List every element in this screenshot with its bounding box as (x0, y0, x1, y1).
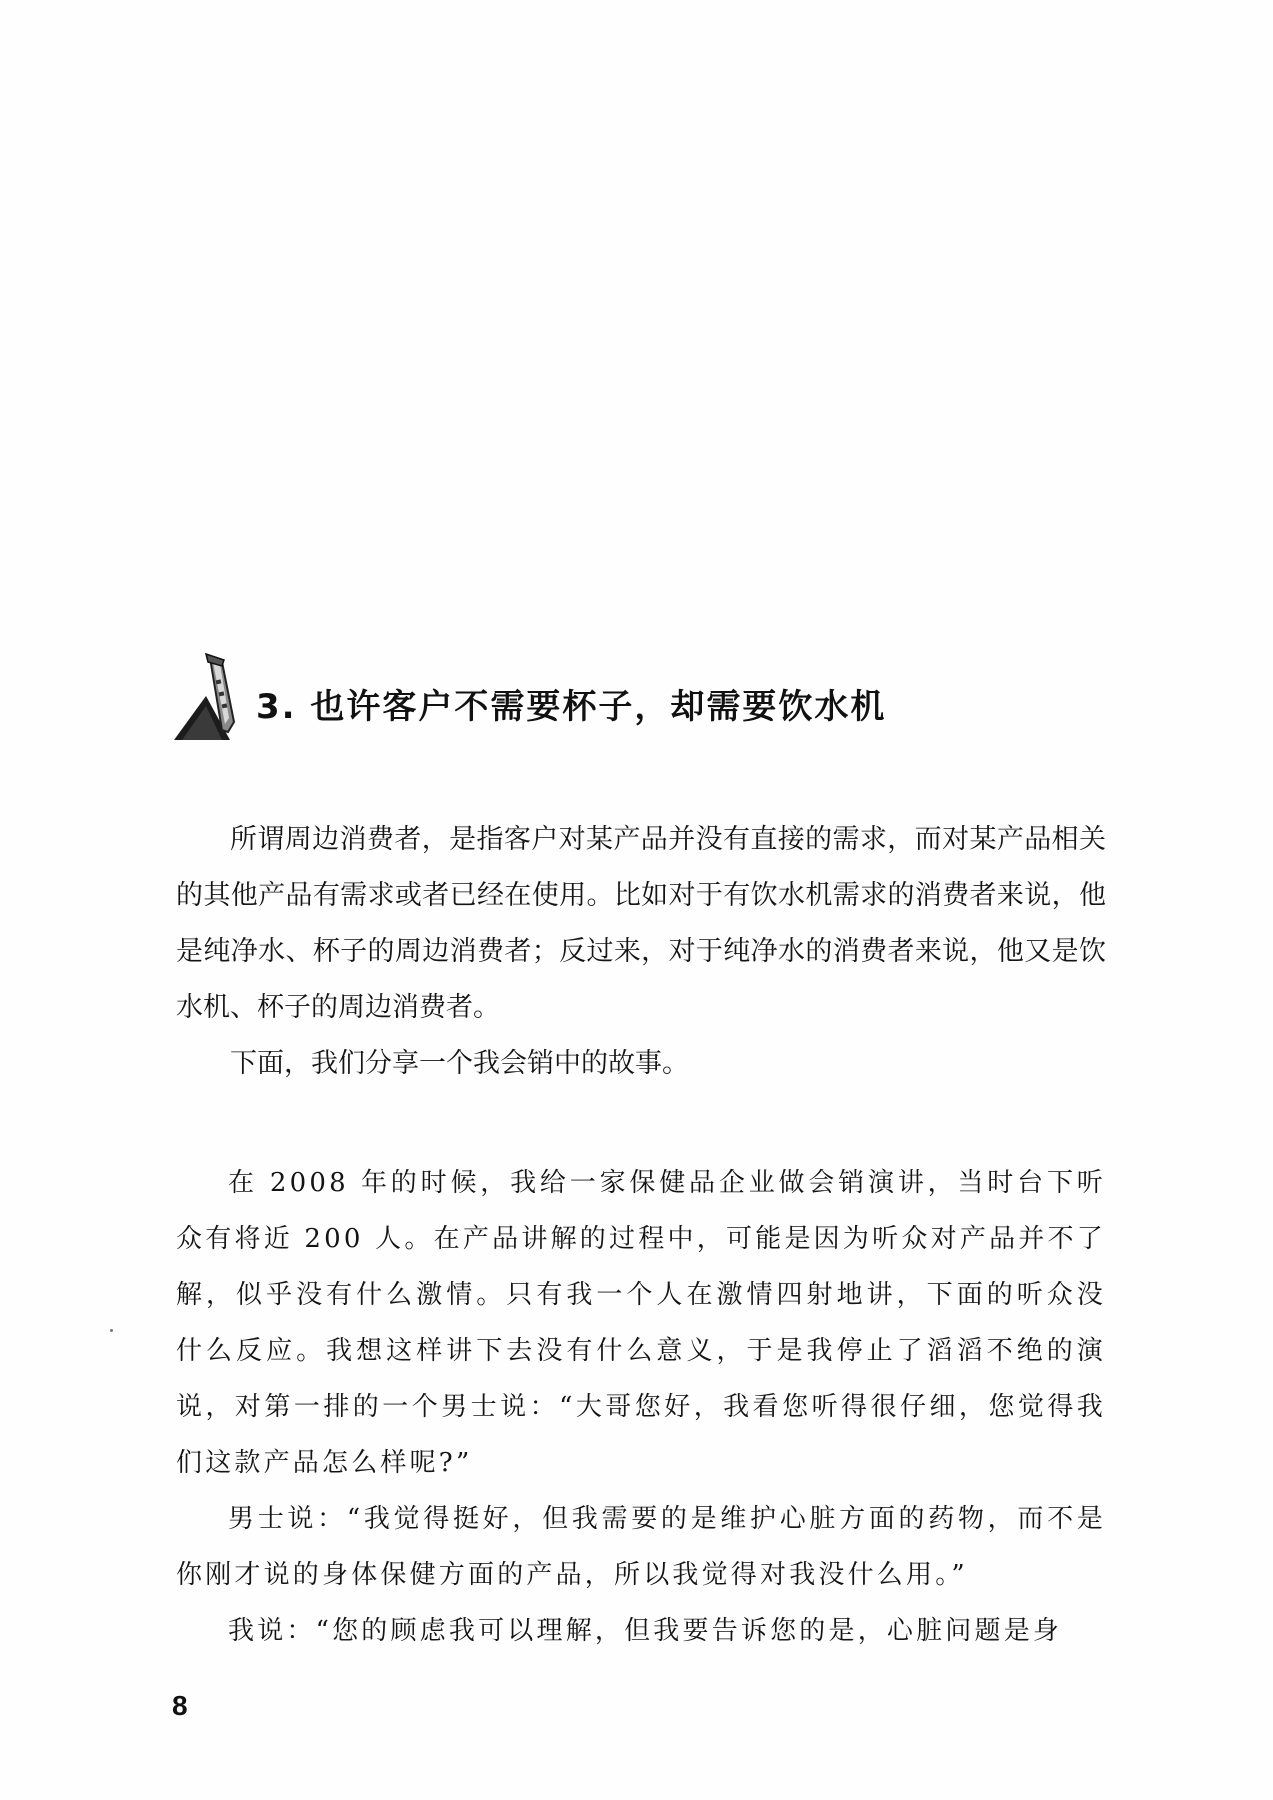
paragraph: 下面，我们分享一个我会销中的故事。 (230, 1048, 689, 1079)
section-heading (172, 652, 886, 742)
scan-speck (110, 1329, 113, 1332)
paragraph: 所谓周边消费者，是指客户对某产品并没有直接的需求，而对某产品相关的其他产品有需求或者已经在使用。比如对于有饮水机需求的消费者来说，他是纯净水、杯子的周边消费者；反过来，对于纯净水的消费者来说，他又是饮水机、杯子的周边消费者。 (176, 824, 1106, 1023)
intro-text (176, 812, 1106, 1092)
cutlery-knife-icon (172, 652, 250, 742)
paragraph: 在 2008 年的时候，我给一家保健品企业做会销演讲，当时台下听众有将近 200 人。在产品讲解的过程中，可能是因为听众对产品并不了解，似乎没有什么激情。只有我一个人在激情四射地讲，下面的听众没什么反应。我想这样讲下去没有什么意义，于是我停止了滔滔不绝的演说，对第一排的一个男士说：“大哥您好，我看您听得很仔细，您觉得我们这款产品怎么样呢?” (176, 1168, 1106, 1478)
page-number: 8 (172, 1690, 188, 1721)
paragraph: 我说：“您的顾虑我可以理解，但我要告诉您的是，心脏问题是身 (228, 1616, 1063, 1646)
paragraph: 男士说：“我觉得挺好，但我需要的是维护心脏方面的药物，而不是你刚才说的身体保健方面的产品，所以我觉得对我没什么用。” (176, 1504, 1106, 1590)
section-title: 3. 也许客户不需要杯子，却需要饮水机 (256, 686, 887, 727)
story-text (176, 1155, 1106, 1659)
